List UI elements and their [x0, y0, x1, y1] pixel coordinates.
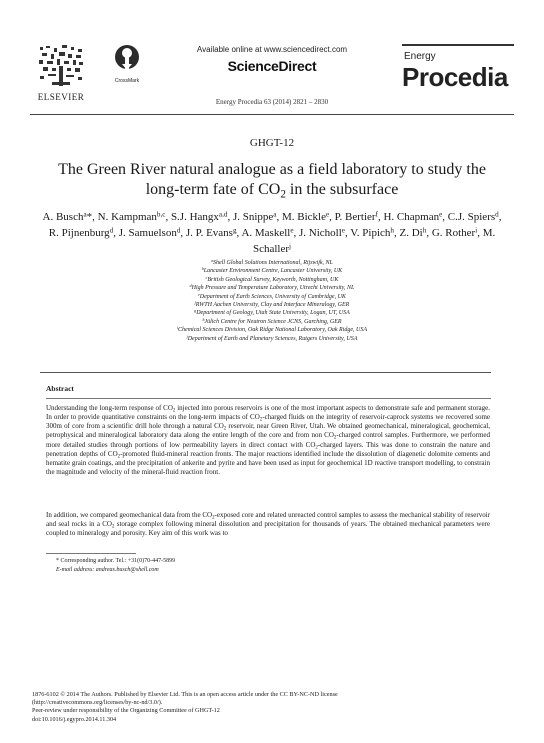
affiliation-divider [40, 372, 491, 373]
logo-rule [402, 44, 514, 46]
author-affiliation-mark: j [289, 242, 292, 251]
subscript: 2 [259, 417, 263, 423]
author-affiliation-mark: e [439, 210, 443, 219]
text-run: -charged layers. This was done to constrain the nature and penetration depths of CO [46, 440, 490, 458]
affiliation-line [60, 326, 484, 334]
affiliation-line [60, 293, 484, 301]
author-affiliation-mark: d [176, 226, 181, 235]
author-name: R. Pijnenburg [48, 227, 110, 239]
author-name: J. Samuelson [118, 227, 177, 239]
subscript: 2 [117, 454, 121, 460]
affiliation-key: b [201, 267, 204, 272]
affiliation-line [60, 259, 484, 267]
affiliation-text: British Geological Survey, Keyworth, Nottingham, UK [207, 276, 339, 283]
author [432, 227, 477, 239]
author-name: M. Bickle [281, 211, 326, 223]
author [119, 227, 181, 239]
copyright-block [32, 691, 512, 724]
affiliation-line [60, 284, 484, 292]
author [233, 211, 277, 223]
corresponding-mark: * [86, 211, 93, 223]
affiliation-text: Department of Earth and Planetary Sciences, Rutgers University, USA [187, 335, 358, 342]
affiliation-text: Shell Global Solutions International, Rijswijk, NL [213, 260, 333, 266]
elsevier-logo [34, 42, 88, 104]
author-affiliation-mark: a [83, 210, 87, 219]
text-run: reservoir, near Green River, Utah. We obtained geomechanical, mineralogical, geochemical, petrophysical and mineralogical laboratory data along the entire length of the core and from non CO [46, 422, 491, 440]
affiliation-text: Chemical Sciences Division, Oak Ridge National Laboratory, Oak Ridge, USA [178, 327, 368, 334]
text-run: In addition, we compared geomechanical data from the CO [46, 511, 213, 519]
subscript: 2 [315, 445, 318, 451]
affiliation-line [60, 335, 484, 343]
logo-energy-text: Energy [404, 51, 436, 62]
author-name: J. Nicholl [299, 227, 342, 239]
affiliation-text: Jülich Centre for Neutron Science JCNS, Garching, GER [204, 318, 342, 325]
author [241, 227, 293, 239]
subscript: 2 [333, 435, 337, 441]
affiliation-line [60, 276, 484, 284]
affiliation-key: c [205, 275, 208, 280]
author-affiliation-mark: f [375, 210, 378, 219]
author-affiliation-mark: h [390, 226, 394, 235]
author-affiliation-mark: i [475, 226, 478, 235]
text-run: -promoted fluid-mineral reaction fronts. The major reactions identified include the dissolution of diagenetic dolomite cements and hematite grain coatings, and the precipitation of ankerite and pyrite and have been used as input for geochemical 1D reactive transport modelling, to constrain the magnitude and velocity of the mineral-fluid reaction front. [46, 449, 490, 477]
affiliation-line [60, 267, 484, 275]
affiliation-key: f [194, 301, 196, 306]
subscript: 2 [111, 524, 115, 530]
affiliation-key: h [202, 317, 205, 322]
affiliation-line [60, 309, 484, 317]
peer-review-line: Peer-review under responsibility of the Organizing Committee of GHGT-12 [32, 707, 220, 715]
text-run: storage complex following mineral dissolution and precipitation for thousands of years. The obtained mechanical parameters were coupled to mineralogy and porosity. Key aim of this work was to [46, 520, 490, 538]
author-name: A. Busch [42, 211, 84, 223]
affiliation-line [60, 301, 484, 309]
conference-label: GHGT-12 [249, 137, 295, 149]
author-affiliation-mark: b,c [156, 210, 166, 219]
corresponding-author-note: * Corresponding author. Tel.: +31(0)70-447-5899 [56, 558, 176, 564]
author-affiliation-mark: e [341, 226, 345, 235]
abstract-paragraph-1 [46, 404, 490, 477]
license-link[interactable]: (http://creativecommons.org/licenses/by-nc-nd/3.0/). [32, 699, 163, 707]
text-run: Understanding the long-term response of CO [46, 404, 173, 412]
elsevier-tree-icon [34, 42, 88, 104]
author [43, 211, 93, 223]
text-run: -charged control samples. Furthermore, we performed more detailed studies through portions of low permeability layers in direct contact with CO [46, 431, 490, 449]
author-name: Z. Di [399, 227, 423, 239]
author-name: C.J. Spiers [447, 211, 496, 223]
subscript: 2 [172, 408, 176, 414]
author-affiliation-mark: d [109, 226, 114, 235]
title-line-2: long-term fate of $CO_2$ in the subsurface [145, 181, 399, 201]
author [49, 227, 114, 239]
affiliation-key: i [176, 326, 179, 331]
affiliation-list [60, 259, 484, 343]
author-name: S.J. Hangx [170, 211, 219, 223]
affiliation-line [60, 318, 484, 326]
author-affiliation-mark: g [232, 226, 237, 235]
abstract-heading: Abstract [46, 384, 74, 393]
author-name: J. P. Evans [185, 227, 233, 239]
author [98, 211, 166, 223]
affiliation-key: e [198, 292, 200, 297]
affiliation-text: High Pressure and Temperature Laboratory, Utrecht University, NL [191, 285, 355, 292]
author-affiliation-mark: e [325, 210, 330, 219]
affiliation-text: RWTH Aachen University, Clay and Interface Mineralogy, GER [195, 302, 350, 309]
crossmark-label: CrossMark [114, 78, 140, 84]
sciencedirect-logo: ScienceDirect [227, 58, 317, 74]
logo-procedia-text: Procedia [402, 62, 508, 92]
subscript: 2 [223, 426, 227, 432]
author-name: G. Rother [431, 227, 476, 239]
title-line-1: The Green River natural analogue as a field laboratory to study the [58, 161, 486, 178]
author-affiliation-mark: a,d [218, 210, 228, 219]
affiliation-text: Department of Earth Sciences, University of Cambridge, UK [199, 293, 346, 300]
author-list: A. Busch$^a$*, N. Kampman$^{b,c}$, S.J. Hangx$^{a,d}$, J. Snippe$^a$, M. Bickle$^e$, P. Bertier$^f$, H. Chapman$^e$, C.J. Spiers$^d$, R. Pijnenburg$^d$, J. Samuelson$^d$, J. P. Evans$^g$, A. Maskell$^e$, J. Nicholl$^e$, V. Pipich$^h$, Z. Di$^h$, G. Rother$^i$, M. Schaller$^j$ [42, 210, 502, 255]
author-name: M. Schaller [252, 227, 496, 255]
affiliation-key: a [211, 259, 214, 264]
author-affiliation-mark: e [290, 226, 294, 235]
text-run: injected into porous reservoirs is one of the most important aspects to demonstrate safe and permanent storage. In order to provide quantitative constraints on the long-term impacts of CO [46, 404, 490, 422]
author-name: J. Snippe [232, 211, 274, 223]
svg-text:ELSEVIER: ELSEVIER [37, 92, 85, 102]
author-name: H. Chapman [383, 211, 440, 223]
abstract-paragraph-2 [46, 511, 490, 538]
journal-reference: Energy Procedia 63 (2014) 2821 – 2830 [215, 98, 329, 106]
affiliation-key: g [194, 309, 197, 314]
doi-line[interactable]: doi:10.1016/j.egypro.2014.11.304 [32, 715, 117, 723]
text-run: -charged fluids on the integrity of reservoir-caprock systems we recovered some 300m of core from a scientific drill hole through a natural CO [46, 413, 490, 431]
email-address[interactable]: E-mail address: andreas.busch@shell.com [56, 566, 159, 573]
author [400, 227, 427, 239]
affiliation-text: Lancaster Environment Centre, Lancaster University, UK [203, 268, 343, 275]
issn-copyright-line: 1876-6102 © 2014 The Authors. Published by Elsevier Ltd. This is an open access article under the CC BY-NC-ND license [32, 691, 338, 698]
text-run: -exposed core and related unreacted control samples to assess the mechanical stability of reservoir and seal rocks in a CO [46, 511, 490, 529]
footnote-divider [46, 553, 136, 554]
affiliation-text: Department of Geology, Utah State University, Logan, UT, USA [196, 310, 350, 317]
author-affiliation-mark: h [422, 226, 427, 235]
author [448, 211, 499, 223]
author [383, 211, 442, 223]
author [299, 227, 345, 239]
author-name: P. Bertier [334, 211, 376, 223]
abstract-divider [46, 398, 491, 399]
author-name: A. Maskell [241, 227, 291, 239]
author [282, 211, 329, 223]
author-affiliation-mark: d [495, 210, 499, 219]
paper-title [40, 160, 504, 200]
author-name: N. Kampman [97, 211, 157, 223]
author [350, 227, 394, 239]
crossmark-badge[interactable] [110, 44, 144, 82]
affiliation-key: d [189, 284, 192, 289]
energy-procedia-logo [402, 44, 518, 100]
author-name: V. Pipich [350, 227, 391, 239]
author [335, 211, 378, 223]
author [171, 211, 228, 223]
author-affiliation-mark: a [273, 210, 277, 219]
available-online-text: Available online at www.sciencedirect.com [196, 45, 348, 54]
crossmark-icon [114, 44, 140, 72]
affiliation-key: j [186, 334, 188, 339]
footnote [46, 557, 346, 574]
author [186, 227, 237, 239]
subscript: 2 [212, 515, 215, 521]
header-divider [30, 114, 514, 115]
